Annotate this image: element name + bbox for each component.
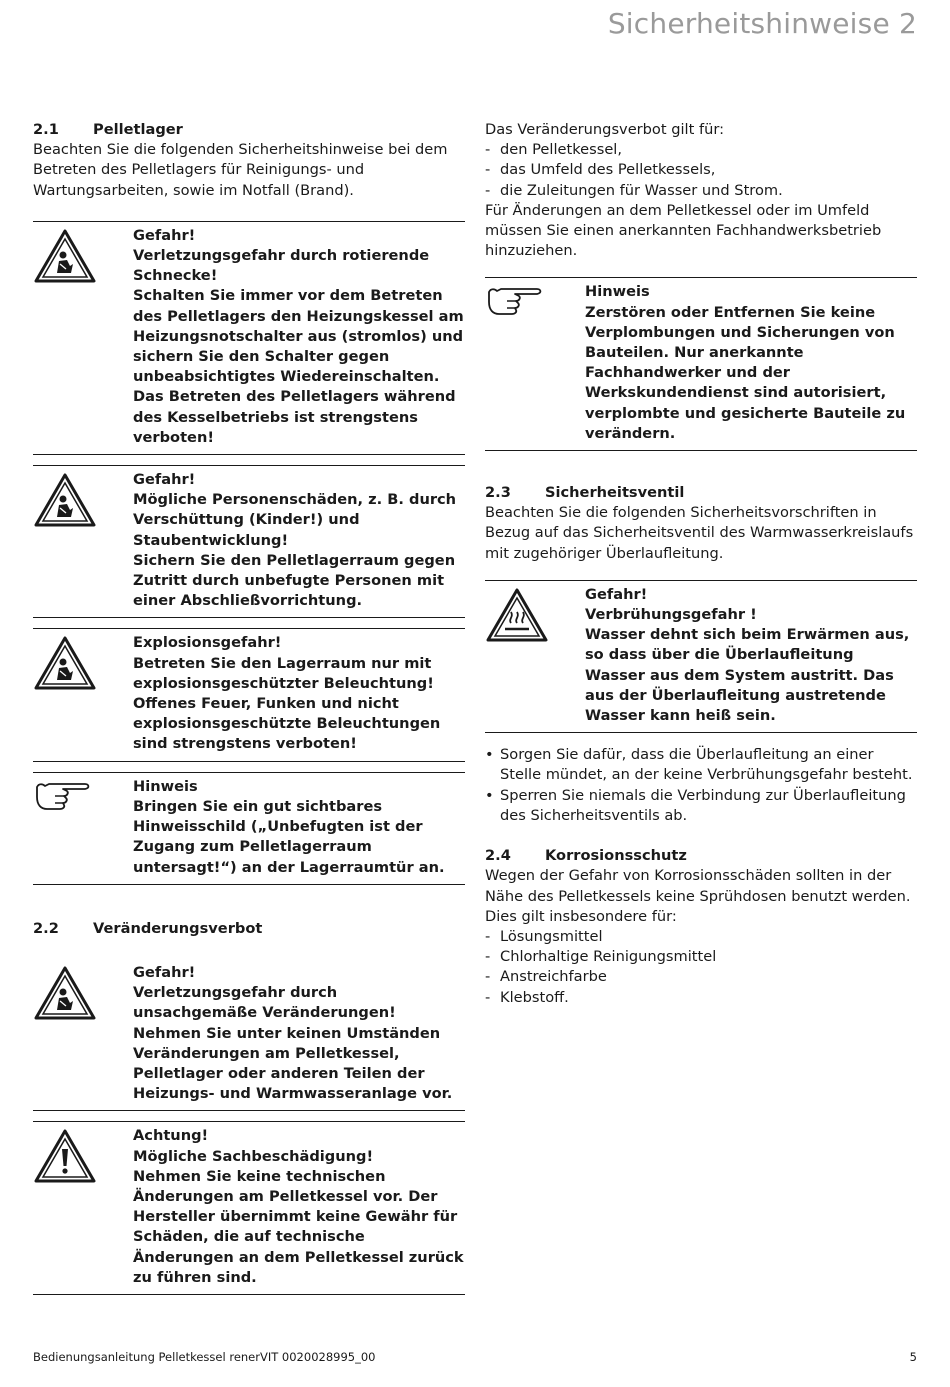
bullet-list bbox=[485, 745, 917, 826]
section-title: Sicherheitsventil bbox=[545, 484, 685, 502]
block-label: Gefahr! bbox=[133, 963, 196, 981]
section-number: 2.3 bbox=[485, 484, 511, 502]
block-label: Gefahr! bbox=[585, 585, 648, 603]
danger-block-scalding bbox=[485, 580, 917, 733]
block-body: Sichern Sie den Pelletlagerraum gegen Zutritt durch unbefugte Personen mit einer Abschließvorrichtung. bbox=[133, 551, 456, 610]
prohibition-list bbox=[485, 140, 917, 201]
block-heading: Mögliche Personenschäden, z. B. durch Verschüttung (Kinder!) und Staubentwicklung! bbox=[133, 491, 457, 549]
block-body: Nehmen Sie unter keinen Umständen Veränderungen am Pelletkessel, Pelletlager oder anderen Teilen der Heizungs- und Warmwasseranlage vor. bbox=[133, 1024, 453, 1103]
block-body: Schalten Sie immer vor dem Betreten des Pelletlagers den Heizungskessel am Heizungsnotschalter aus (stromlos) und sichern Sie den Schalter gegen unbeabsichtigtes Wiedereinschalten. Das Betreten des Pelletlagers während des Kesselbetriebs ist strengstens verboten! bbox=[133, 287, 464, 446]
right-column bbox=[485, 120, 917, 1008]
block-body: Wasser dehnt sich beim Erwärmen aus, so dass über die Überlaufleitung Wasser aus dem System austritt. Das aus der Überlaufleitung austretende Wasser kann heiß sein. bbox=[585, 626, 910, 725]
note-block-sign bbox=[33, 772, 465, 885]
prohibition-intro: Das Veränderungsverbot gilt für: bbox=[485, 121, 725, 138]
danger-block-modifications bbox=[33, 949, 465, 1111]
danger-block-personal-injury bbox=[33, 465, 465, 618]
list-item: • Sperren Sie niemals die Verbindung zur Überlaufleitung des Sicherheitsventils ab. bbox=[485, 786, 906, 824]
block-label: Hinweis bbox=[585, 283, 650, 301]
block-body: Nehmen Sie keine technischen Änderungen am Pelletkessel vor. Der Hersteller übernimmt keine Gewähr für Schäden, die auf technische Änderungen an dem Pelletkessel zurück zu führen sind. bbox=[133, 1167, 464, 1286]
danger-block-rotating-screw bbox=[33, 221, 465, 455]
list-item: • Sorgen Sie dafür, dass die Überlaufleitung an einer Stelle mündet, an der keine Verbrühungsgefahr besteht. bbox=[485, 746, 913, 784]
list-item: - Lösungsmittel bbox=[485, 927, 603, 945]
prohibition-outro: Für Änderungen an dem Pelletkessel oder im Umfeld müssen Sie einen anerkannten Fachhandwerksbetrieb hinzuziehen. bbox=[485, 201, 882, 260]
section-title: Pelletlager bbox=[93, 121, 183, 138]
footer-page-number: 5 bbox=[909, 1350, 917, 1364]
section-number: 2.2 bbox=[33, 919, 59, 937]
block-heading: Verletzungsgefahr durch unsachgemäße Veränderungen! bbox=[133, 984, 396, 1022]
section-number: 2.1 bbox=[33, 121, 59, 138]
list-item: - die Zuleitungen für Wasser und Strom. bbox=[485, 181, 783, 199]
footer-document-title: Bedienungsanleitung Pelletkessel renerVIT 0020028995_00 bbox=[33, 1350, 376, 1364]
section-heading-korrosionsschutz bbox=[485, 846, 917, 866]
list-item: - Anstreichfarbe bbox=[485, 968, 607, 986]
note-block-seals bbox=[485, 277, 917, 451]
warning-person-icon bbox=[33, 470, 133, 611]
list-item: - Chlorhaltige Reinigungsmittel bbox=[485, 948, 717, 966]
danger-block-explosion bbox=[33, 628, 465, 761]
block-heading: Mögliche Sachbeschädigung! bbox=[133, 1147, 374, 1165]
warning-person-icon bbox=[33, 963, 133, 1104]
hot-surface-warning-icon bbox=[485, 585, 585, 726]
list-item: - Klebstoff. bbox=[485, 988, 569, 1006]
block-label: Gefahr! bbox=[133, 471, 196, 489]
block-body: Bringen Sie ein gut sichtbares Hinweisschild („Unbefugten ist der Zugang zum Pelletlagerraum untersagt!“) an der Lagerraumtür an. bbox=[133, 797, 445, 876]
block-label: Hinweis bbox=[133, 777, 198, 795]
section-heading-pelletlager bbox=[33, 120, 465, 140]
block-label: Achtung! bbox=[133, 1127, 209, 1145]
exclamation-triangle-icon bbox=[33, 1126, 133, 1288]
left-column bbox=[33, 120, 465, 1295]
block-label: Gefahr! bbox=[133, 226, 196, 244]
section-intro: Beachten Sie die folgenden Sicherheitshinweise bei dem Betreten des Pelletlagers für Reinigungs- und Wartungsarbeiten, sowie im Notfall (Brand). bbox=[33, 141, 448, 199]
list-item: - das Umfeld des Pelletkessels, bbox=[485, 161, 716, 179]
block-label: Explosionsgefahr! bbox=[133, 634, 282, 652]
section-intro: Wegen der Gefahr von Korrosionsschäden sollten in der Nähe des Pelletkessels keine Sprühdosen benutzt werden. Dies gilt insbesondere für: bbox=[485, 867, 911, 925]
block-heading: Verbrühungsgefahr ! bbox=[585, 606, 757, 624]
caution-block-property-damage bbox=[33, 1121, 465, 1295]
pointing-hand-icon bbox=[33, 777, 133, 878]
section-number: 2.4 bbox=[485, 847, 511, 865]
list-item: - den Pelletkessel, bbox=[485, 141, 622, 159]
section-title: Veränderungsverbot bbox=[93, 919, 263, 937]
section-heading-veraenderungsverbot bbox=[33, 919, 465, 939]
section-intro: Beachten Sie die folgenden Sicherheitsvorschriften in Bezug auf das Sicherheitsventil des Warmwasserkreislaufs mit zugehöriger Überlaufleitung. bbox=[485, 504, 914, 562]
block-body: Betreten Sie den Lagerraum nur mit explosionsgeschützter Beleuchtung! Offenes Feuer, Funken und nicht explosionsgeschützte Beleuchtungen sind strengstens verboten! bbox=[133, 654, 441, 753]
section-title: Korrosionsschutz bbox=[545, 847, 687, 865]
pointing-hand-icon bbox=[485, 282, 585, 444]
warning-person-icon bbox=[33, 226, 133, 448]
page-header-title: Sicherheitshinweise 2 bbox=[607, 7, 917, 40]
warning-person-icon bbox=[33, 633, 133, 754]
section-heading-sicherheitsventil bbox=[485, 483, 917, 503]
corrosion-list bbox=[485, 927, 917, 1008]
block-heading: Verletzungsgefahr durch rotierende Schnecke! bbox=[133, 247, 430, 285]
block-body: Zerstören oder Entfernen Sie keine Verplombungen und Sicherungen von Bauteilen. Nur anerkannte Fachhandwerker und der Werkskundendienst sind autorisiert, verplombte und gesicherte Bauteile zu verändern. bbox=[585, 303, 906, 442]
